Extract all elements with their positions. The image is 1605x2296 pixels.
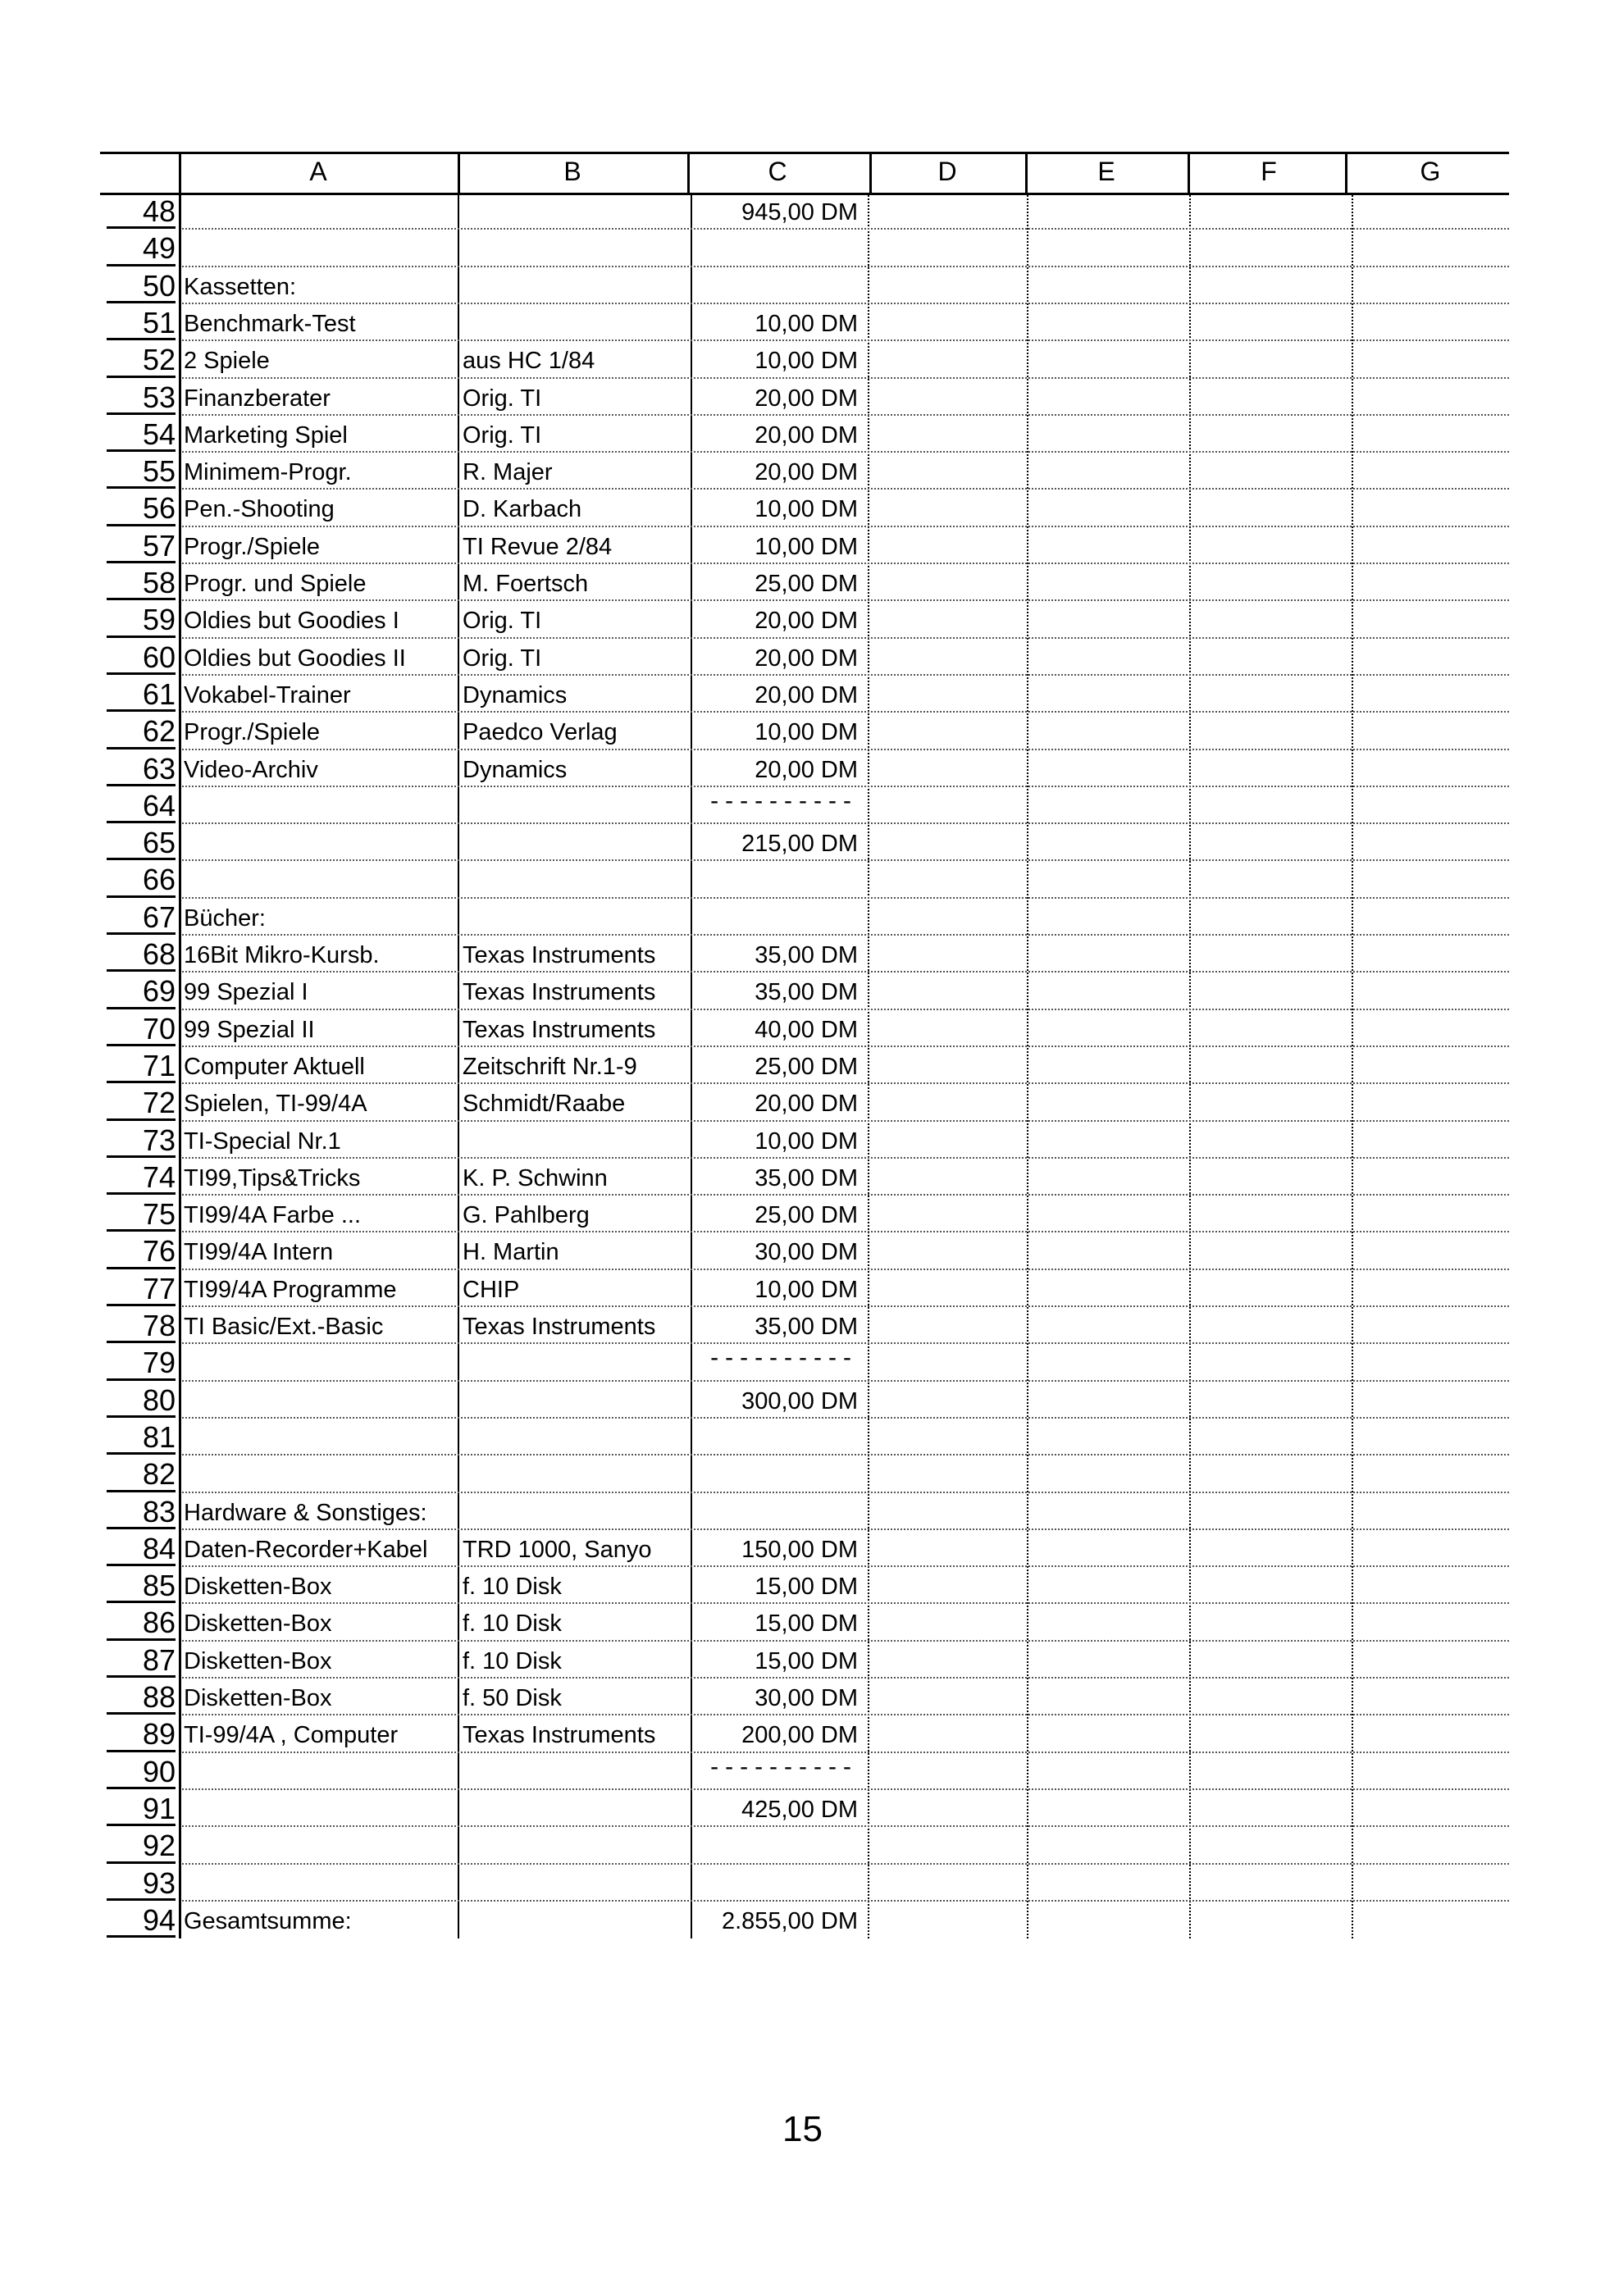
row-gridline <box>182 228 1509 230</box>
column-header-divider <box>1025 152 1028 193</box>
row-gridline <box>182 1082 1509 1084</box>
row-gridline <box>182 303 1509 304</box>
row-gridline <box>182 1417 1509 1419</box>
row-gridline <box>182 1009 1509 1010</box>
cell-b: Orig. TI <box>463 385 542 412</box>
cell-c: 20,00 DM <box>755 756 858 783</box>
cell-b: M. Foertsch <box>463 571 589 597</box>
cell-c: 10,00 DM <box>755 719 858 746</box>
cell-b: R. Majer <box>463 459 553 486</box>
separator-dashes: ---------- <box>710 1344 858 1372</box>
column-header-divider <box>869 152 872 193</box>
column-header-divider <box>1345 152 1347 193</box>
cell-a: Gesamtsumme: <box>184 1907 352 1934</box>
cell-c: 300,00 DM <box>741 1387 858 1414</box>
row-gridline <box>182 266 1509 267</box>
row-number: 48 <box>142 194 176 228</box>
cell-c: 15,00 DM <box>755 1647 858 1674</box>
cell-c: 200,00 DM <box>741 1722 858 1749</box>
row-gridline <box>182 1305 1509 1307</box>
row-number: 94 <box>142 1902 176 1937</box>
cell-a: TI-Special Nr.1 <box>184 1128 341 1155</box>
cell-a: TI Basic/Ext.-Basic <box>184 1314 384 1340</box>
cell-c: 10,00 DM <box>755 533 858 560</box>
column-header-d: D <box>937 157 957 186</box>
column-header-a: A <box>309 157 327 186</box>
cell-b: Texas Instruments <box>463 1314 656 1340</box>
cell-c: 945,00 DM <box>741 199 858 226</box>
cell-b: Orig. TI <box>463 608 542 635</box>
cell-b: f. 10 Disk <box>463 1610 562 1638</box>
cell-a: 99 Spezial I <box>184 979 308 1006</box>
row-number: 72 <box>142 1086 176 1120</box>
row-number: 85 <box>142 1569 176 1603</box>
row-number: 80 <box>142 1383 176 1417</box>
cell-c: 425,00 DM <box>741 1796 858 1823</box>
cell-a: TI-99/4A , Computer <box>184 1722 399 1749</box>
cell-a: Progr./Spiele <box>184 719 321 746</box>
cell-c: 10,00 DM <box>755 310 858 337</box>
row-gridline <box>182 674 1509 676</box>
row-number: 62 <box>142 714 176 749</box>
cell-a: 2 Spiele <box>184 348 270 375</box>
cell-a: Finanzberater <box>184 385 331 412</box>
row-number: 56 <box>142 491 176 526</box>
column-header-g: G <box>1420 157 1441 186</box>
cell-b: Texas Instruments <box>463 1016 656 1043</box>
cell-b: f. 10 Disk <box>463 1574 562 1601</box>
cell-a: Oldies but Goodies II <box>184 645 406 672</box>
row-number: 84 <box>142 1531 176 1565</box>
cell-c: 20,00 DM <box>755 1091 858 1118</box>
cell-b: Paedco Verlag <box>463 719 618 746</box>
column-header-divider <box>179 152 181 193</box>
row-number: 76 <box>142 1234 176 1269</box>
cell-c: 35,00 DM <box>755 942 858 968</box>
cell-a: Disketten-Box <box>184 1610 332 1638</box>
cell-c: 30,00 DM <box>755 1239 858 1266</box>
cell-c: 25,00 DM <box>755 571 858 597</box>
cell-a: Pen.-Shooting <box>184 496 335 523</box>
cell-c: 35,00 DM <box>755 1164 858 1191</box>
row-gridline <box>182 377 1509 379</box>
row-number: 86 <box>142 1606 176 1640</box>
row-gridline <box>182 1492 1509 1493</box>
row-gridline <box>182 1677 1509 1679</box>
cell-c: 15,00 DM <box>755 1610 858 1638</box>
row-gridline <box>182 488 1509 490</box>
row-number: 54 <box>142 417 176 451</box>
cell-b: TRD 1000, Sanyo <box>463 1536 652 1563</box>
page-number: 15 <box>782 2109 823 2149</box>
row-number: 87 <box>142 1642 176 1677</box>
row-number: 88 <box>142 1680 176 1714</box>
row-gridline <box>182 599 1509 601</box>
row-number: 63 <box>142 751 176 786</box>
row-gridline <box>182 1565 1509 1567</box>
cell-b: D. Karbach <box>463 496 582 523</box>
row-number: 82 <box>142 1457 176 1492</box>
cell-c: 20,00 DM <box>755 608 858 635</box>
cell-a: Hardware & Sonstiges: <box>184 1499 427 1526</box>
cell-b: Texas Instruments <box>463 979 656 1006</box>
cell-a: Marketing Spiel <box>184 421 348 449</box>
row-number: 77 <box>142 1271 176 1305</box>
cell-c: 20,00 DM <box>755 385 858 412</box>
row-number: 50 <box>142 268 176 303</box>
row-number: 64 <box>142 788 176 822</box>
cell-b: Zeitschrift Nr.1-9 <box>463 1053 637 1080</box>
column-header-e: E <box>1097 157 1115 186</box>
cell-a: TI99,Tips&Tricks <box>184 1164 361 1191</box>
row-gridline <box>182 1900 1509 1902</box>
row-number: 66 <box>142 863 176 897</box>
row-number-divider <box>179 193 181 1938</box>
cell-a: Oldies but Goodies I <box>184 608 399 635</box>
cell-c: 35,00 DM <box>755 1314 858 1340</box>
cell-c: 40,00 DM <box>755 1016 858 1043</box>
column-header-b: B <box>563 157 581 186</box>
cell-a: Disketten-Box <box>184 1685 332 1711</box>
row-gridline <box>182 1714 1509 1715</box>
separator-dashes: ---------- <box>710 1752 858 1780</box>
cell-b: Dynamics <box>463 756 568 783</box>
row-gridline <box>182 1528 1509 1530</box>
row-gridline <box>182 1602 1509 1604</box>
row-number: 81 <box>142 1419 176 1454</box>
cell-a: Kassetten: <box>184 273 297 300</box>
cell-b: aus HC 1/84 <box>463 348 595 375</box>
cell-a: TI99/4A Farbe ... <box>184 1202 361 1229</box>
row-gridline <box>182 451 1509 453</box>
column-header-divider <box>687 152 690 193</box>
row-gridline <box>182 1454 1509 1456</box>
row-gridline <box>182 1788 1509 1790</box>
header-top-border <box>100 152 1509 154</box>
cell-c: 20,00 DM <box>755 459 858 486</box>
row-gridline <box>182 637 1509 639</box>
cell-a: Computer Aktuell <box>184 1053 365 1080</box>
row-gridline <box>182 414 1509 416</box>
column-header-divider <box>1188 152 1190 193</box>
cell-b: K. P. Schwinn <box>463 1164 608 1191</box>
cell-c: 20,00 DM <box>755 681 858 708</box>
row-number: 78 <box>142 1309 176 1342</box>
row-gridline <box>182 1380 1509 1382</box>
cell-a: TI99/4A Programme <box>184 1276 397 1303</box>
row-gridline <box>182 822 1509 824</box>
row-number: 89 <box>142 1717 176 1752</box>
row-gridline <box>182 526 1509 527</box>
row-number: 55 <box>142 454 176 489</box>
cell-c: 15,00 DM <box>755 1574 858 1601</box>
cell-b: H. Martin <box>463 1239 559 1266</box>
row-number: 53 <box>142 380 176 414</box>
cell-a: 16Bit Mikro-Kursb. <box>184 942 380 968</box>
row-gridline <box>182 1120 1509 1122</box>
cell-a: Daten-Recorder+Kabel <box>184 1536 428 1563</box>
row-gridline <box>182 1231 1509 1232</box>
row-number: 90 <box>142 1754 176 1788</box>
cell-c: 10,00 DM <box>755 348 858 375</box>
column-header-c: C <box>768 157 787 186</box>
cell-c: 30,00 DM <box>755 1685 858 1711</box>
row-gridline <box>182 1863 1509 1865</box>
row-number: 60 <box>142 640 176 674</box>
row-gridline <box>182 749 1509 750</box>
row-gridline <box>182 971 1509 973</box>
cell-b: G. Pahlberg <box>463 1202 590 1229</box>
cell-c: 25,00 DM <box>755 1053 858 1080</box>
row-number: 70 <box>142 1011 176 1046</box>
row-number: 91 <box>142 1791 176 1825</box>
row-number: 68 <box>142 937 176 971</box>
cell-a: 99 Spezial II <box>184 1016 315 1043</box>
cell-a: Minimem-Progr. <box>184 459 352 486</box>
header-bottom-border <box>100 193 1509 195</box>
cell-b: Texas Instruments <box>463 1722 656 1749</box>
row-gridline <box>182 897 1509 899</box>
row-number: 57 <box>142 528 176 563</box>
separator-dashes: ---------- <box>710 786 858 814</box>
cell-b: Schmidt/Raabe <box>463 1091 626 1118</box>
row-number: 79 <box>142 1346 176 1380</box>
cell-c: 10,00 DM <box>755 1128 858 1155</box>
row-gridline <box>182 859 1509 861</box>
cell-c: 215,00 DM <box>741 831 858 858</box>
cell-a: Bücher: <box>184 904 266 932</box>
row-number: 65 <box>142 826 176 860</box>
cell-a: Vokabel-Trainer <box>184 681 351 708</box>
row-gridline <box>182 934 1509 936</box>
cell-b: Orig. TI <box>463 421 542 449</box>
row-gridline <box>182 1825 1509 1827</box>
cell-b: Orig. TI <box>463 645 542 672</box>
row-number: 93 <box>142 1866 176 1900</box>
cell-c: 20,00 DM <box>755 421 858 449</box>
row-number: 83 <box>142 1494 176 1528</box>
cell-a: Disketten-Box <box>184 1574 332 1601</box>
cell-c: 35,00 DM <box>755 979 858 1006</box>
cell-c: 10,00 DM <box>755 1276 858 1303</box>
row-gridline <box>182 1640 1509 1642</box>
cell-b: f. 10 Disk <box>463 1647 562 1674</box>
cell-c: 150,00 DM <box>741 1536 858 1563</box>
row-number: 49 <box>142 231 176 266</box>
cell-b: Texas Instruments <box>463 942 656 968</box>
cell-b: TI Revue 2/84 <box>463 533 613 560</box>
row-number: 59 <box>142 603 176 637</box>
row-gridline <box>182 1157 1509 1159</box>
row-number: 52 <box>142 343 176 377</box>
row-number: 61 <box>142 676 176 711</box>
row-number: 67 <box>142 900 176 934</box>
cell-a: Video-Archiv <box>184 756 318 783</box>
row-gridline <box>182 339 1509 341</box>
row-gridline <box>182 1269 1509 1270</box>
row-number: 69 <box>142 974 176 1009</box>
row-number: 75 <box>142 1197 176 1232</box>
row-number: 74 <box>142 1159 176 1194</box>
cell-a: Spielen, TI-99/4A <box>184 1091 367 1118</box>
row-number: 58 <box>142 566 176 599</box>
cell-a: Progr./Spiele <box>184 533 321 560</box>
row-gridline <box>182 1194 1509 1196</box>
column-header-divider <box>458 152 460 193</box>
cell-c: 25,00 DM <box>755 1202 858 1229</box>
row-number: 51 <box>142 305 176 339</box>
row-gridline <box>182 1046 1509 1047</box>
row-number: 92 <box>142 1829 176 1863</box>
cell-a: Disketten-Box <box>184 1647 332 1674</box>
column-header-f: F <box>1261 157 1277 186</box>
cell-c: 20,00 DM <box>755 645 858 672</box>
cell-c: 10,00 DM <box>755 496 858 523</box>
cell-c: 2.855,00 DM <box>721 1907 858 1934</box>
row-number: 71 <box>142 1048 176 1082</box>
cell-a: Benchmark-Test <box>184 310 356 337</box>
cell-b: CHIP <box>463 1276 520 1303</box>
cell-a: TI99/4A Intern <box>184 1239 334 1266</box>
cell-b: Dynamics <box>463 681 568 708</box>
row-gridline <box>182 711 1509 713</box>
cell-b: f. 50 Disk <box>463 1685 562 1711</box>
row-gridline <box>182 563 1509 564</box>
row-number: 73 <box>142 1123 176 1157</box>
cell-a: Progr. und Spiele <box>184 571 367 597</box>
